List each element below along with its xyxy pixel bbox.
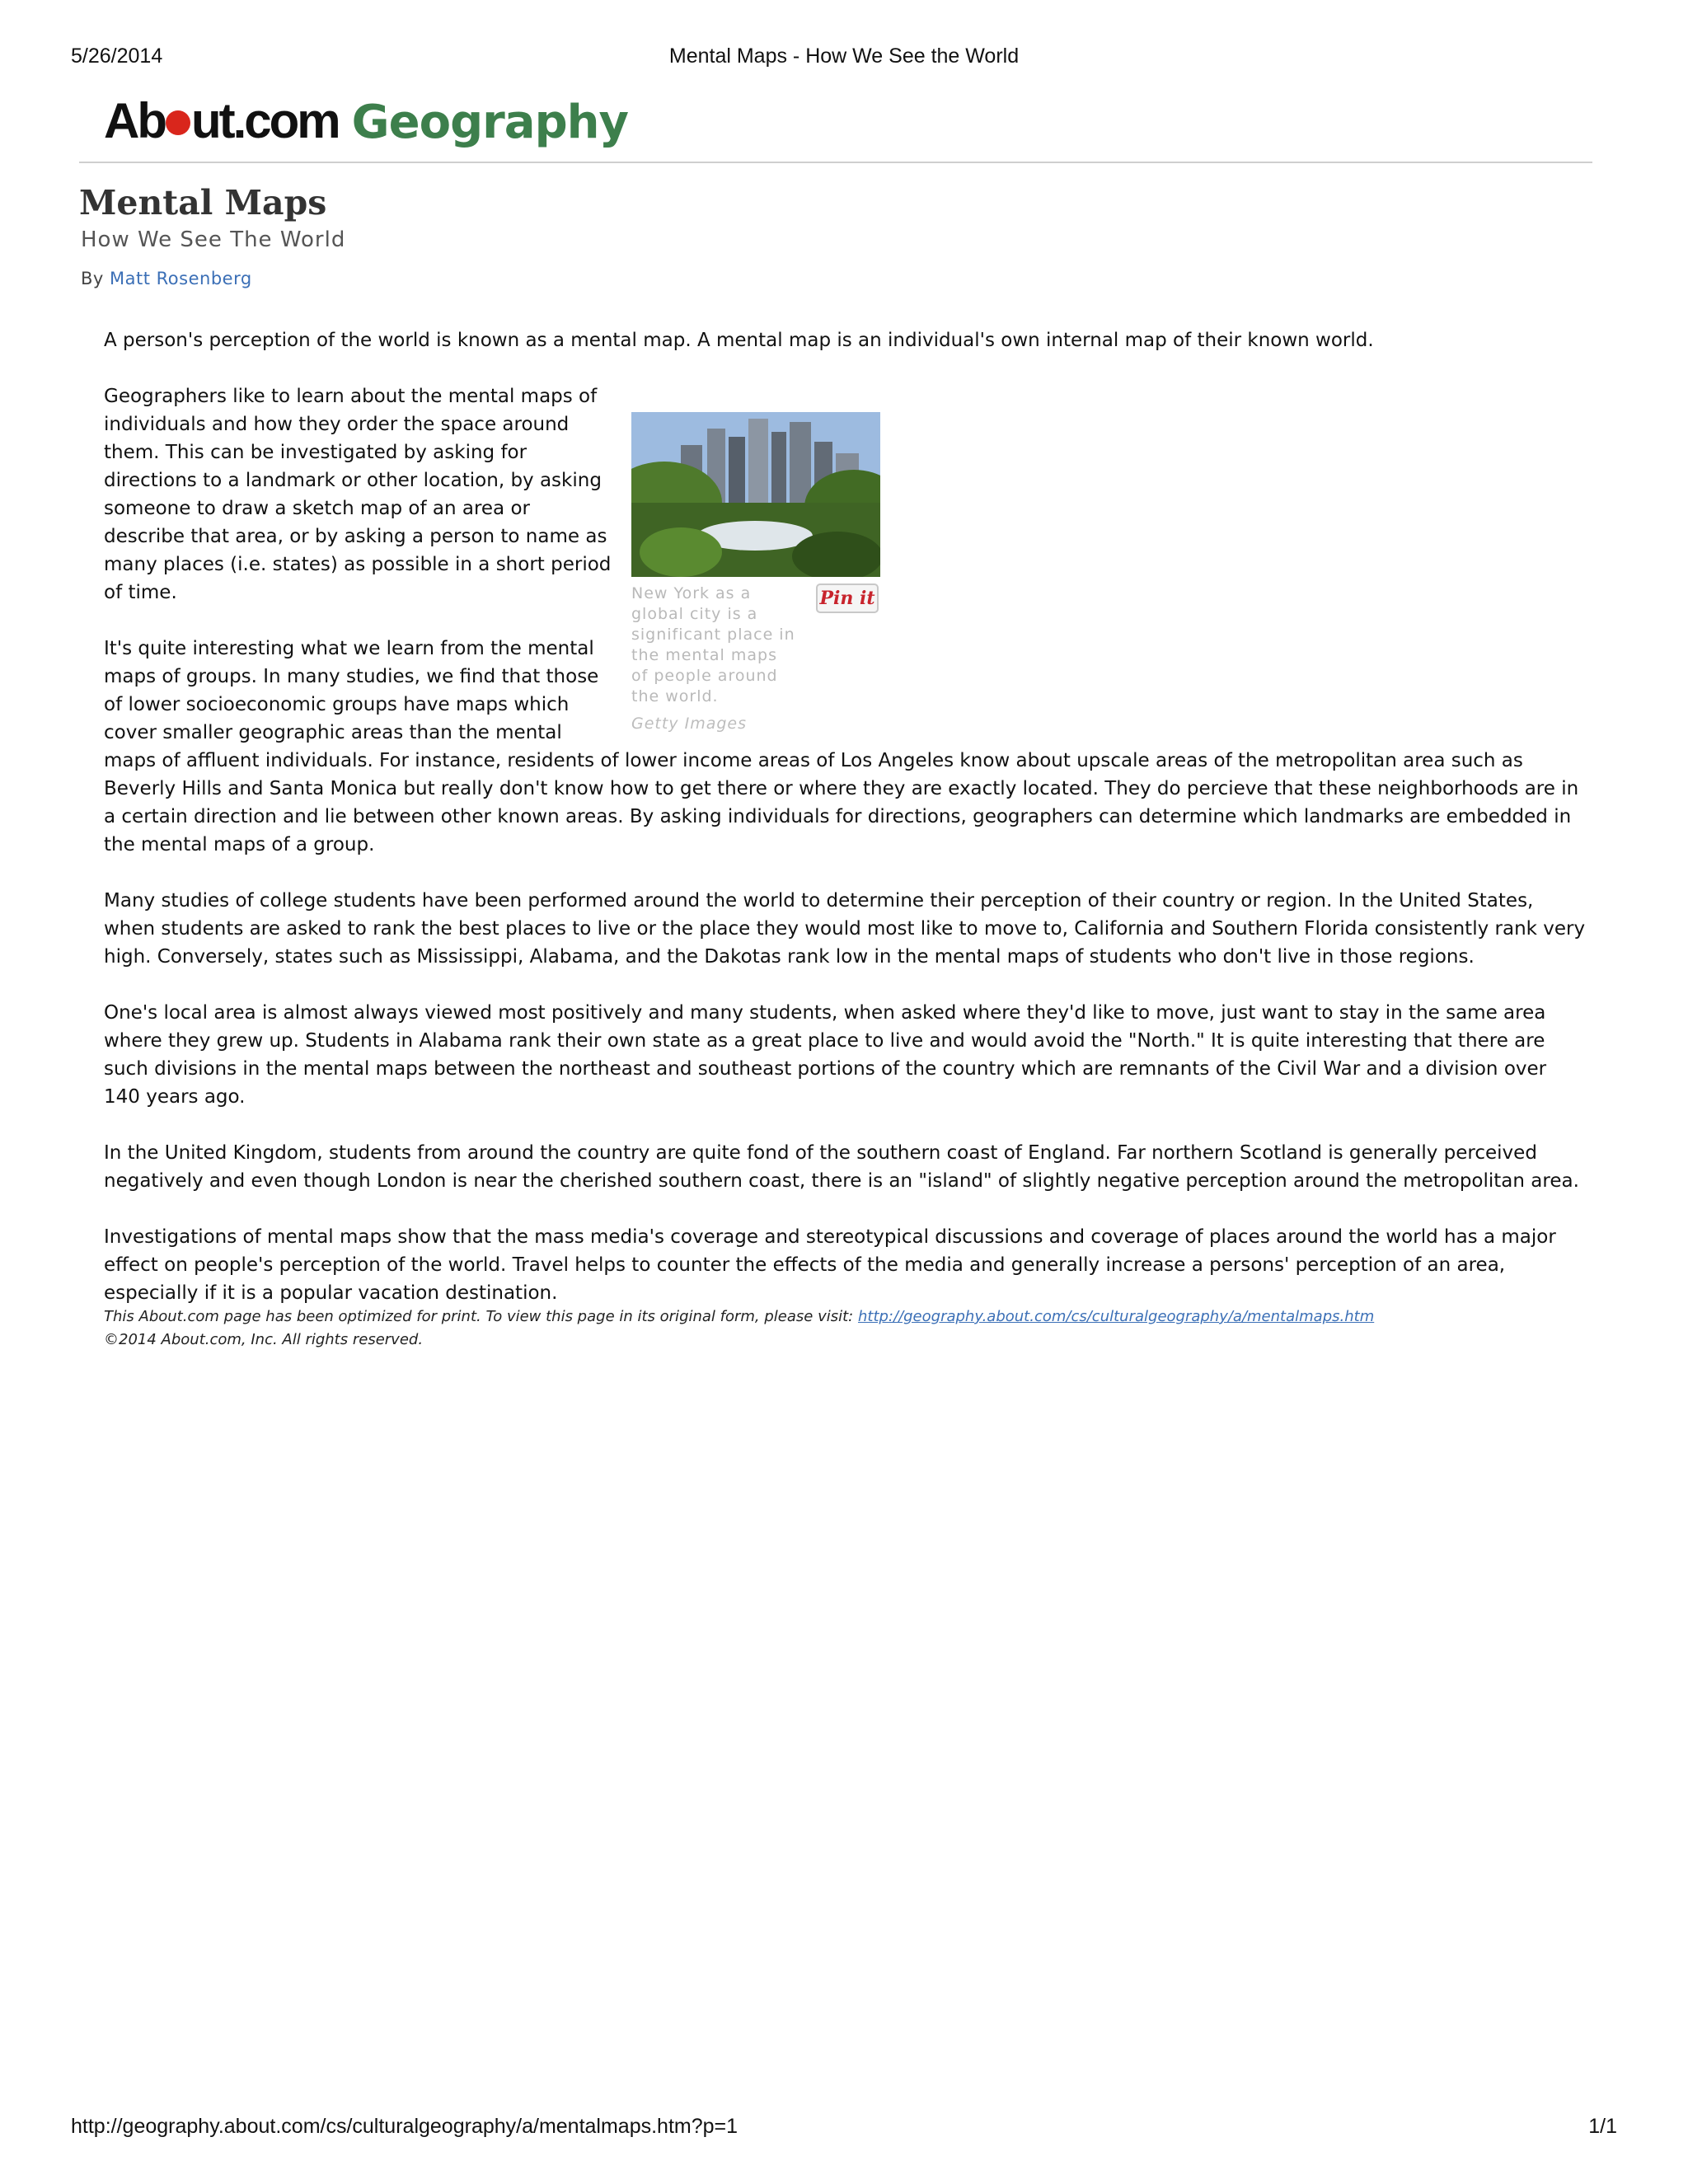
paragraph-2: Geographers like to learn about the mental maps of individuals and how they order the space around them. This can be investigated by asking for directions to a landmark or other location, by asking someone to draw a sketch map of an area or describe that area, or by asking a person to name as many places (i.e. states) as possible in a short period of time. xyxy=(104,386,612,603)
logo-dot-icon xyxy=(166,110,190,135)
print-header xyxy=(71,45,1617,74)
figure-caption: New York as a global city is a significant place in the mental maps of people around the world. xyxy=(631,584,795,705)
print-footer xyxy=(71,2115,1617,2144)
print-page-title: Mental Maps - How We See the World xyxy=(668,45,1020,68)
new-york-photo xyxy=(631,412,880,577)
original-page-link[interactable]: http://geography.about.com/cs/culturalgeography/a/mentalmaps.htm xyxy=(857,1308,1375,1325)
paragraph-6: In the United Kingdom, students from around the country are quite fond of the southern coast of England. Far northern Scotland is generally perceived negatively and even though London is near the cherished southern coast, there is an "island" of slightly negative perception around the metropolitan area. xyxy=(104,1142,1579,1192)
article-title: Mental Maps xyxy=(79,183,327,223)
pin-it-button[interactable]: Pin it xyxy=(816,583,879,613)
byline xyxy=(81,269,252,288)
print-notice xyxy=(104,1305,1604,1352)
paragraph-7: Investigations of mental maps show that the mass media's coverage and stereotypical discussions and coverage of places around the world has a major effect on people's perception of the world. Travel helps to counter the effects of the media and generally increase a persons' perception of an area, especially if it is a popular vacation destination. xyxy=(104,1226,1556,1304)
logo-section-name: Geography xyxy=(351,96,629,149)
copyright: ©2014 About.com, Inc. All rights reserved. xyxy=(104,1331,424,1348)
paragraph-3: It's quite interesting what we learn from the mental maps of groups. In many studies, we find that those of lower socioeconomic groups have maps which cover smaller geographic areas than the mental maps of affluent individuals. For instance, residents of lower income areas of Los Angeles know about upscale areas of the metropolitan area such as Beverly Hills and Santa Monica but really don't know how to get there or where they are exactly located. They do percieve that these neighborhoods are in a certain direction and lie between other known areas. By asking individuals for directions, geographers can determine which landmarks are embedded in the mental maps of a group. xyxy=(104,638,1579,855)
skyline-image xyxy=(631,412,880,577)
header-divider xyxy=(79,162,1592,163)
paragraph-4: Many studies of college students have been performed around the world to determine their perception of their country or region. In the United States, when students are asked to rank the best places to live or the place they would most like to move to, California and Southern Florida consistently rank very high. Conversely, states such as Mississippi, Alabama, and the Dakotas rank low in the mental maps of students who don't live in those regions. xyxy=(104,890,1586,968)
print-page-number: 1/1 xyxy=(1588,2115,1617,2138)
paragraph-5: One's local area is almost always viewed most positively and many students, when asked where they'd like to move, just want to stay in the same area where they grew up. Students in Alabama rank their own state as a great place to live and would avoid the "North." It is quite interesting that there are such divisions in the mental maps between the northeast and southeast portions of the country which are remnants of the Civil War and a division over 140 years ago. xyxy=(104,1002,1547,1108)
logo-about-part1: Ab xyxy=(104,93,165,148)
print-notice-text: This About.com page has been optimized for print. To view this page in its original form, please visit: xyxy=(104,1308,854,1325)
site-logo[interactable] xyxy=(104,92,628,158)
article-figure xyxy=(631,412,879,734)
print-url: http://geography.about.com/cs/culturalgeography/a/mentalmaps.htm?p=1 xyxy=(71,2115,738,2138)
article-subtitle: How We See The World xyxy=(81,227,346,252)
paragraph-1: A person's perception of the world is known as a mental map. A mental map is an individual's own internal map of their known world. xyxy=(104,330,1374,351)
author-link[interactable]: Matt Rosenberg xyxy=(110,269,252,288)
figure-credit: Getty Images xyxy=(631,715,747,733)
byline-prefix: By xyxy=(81,269,104,288)
figure-caption-row xyxy=(631,583,879,734)
print-notice-line xyxy=(104,1305,1604,1329)
article-body xyxy=(104,326,1587,1335)
print-date: 5/26/2014 xyxy=(71,45,163,68)
logo-about-part2: ut.com xyxy=(190,93,339,148)
